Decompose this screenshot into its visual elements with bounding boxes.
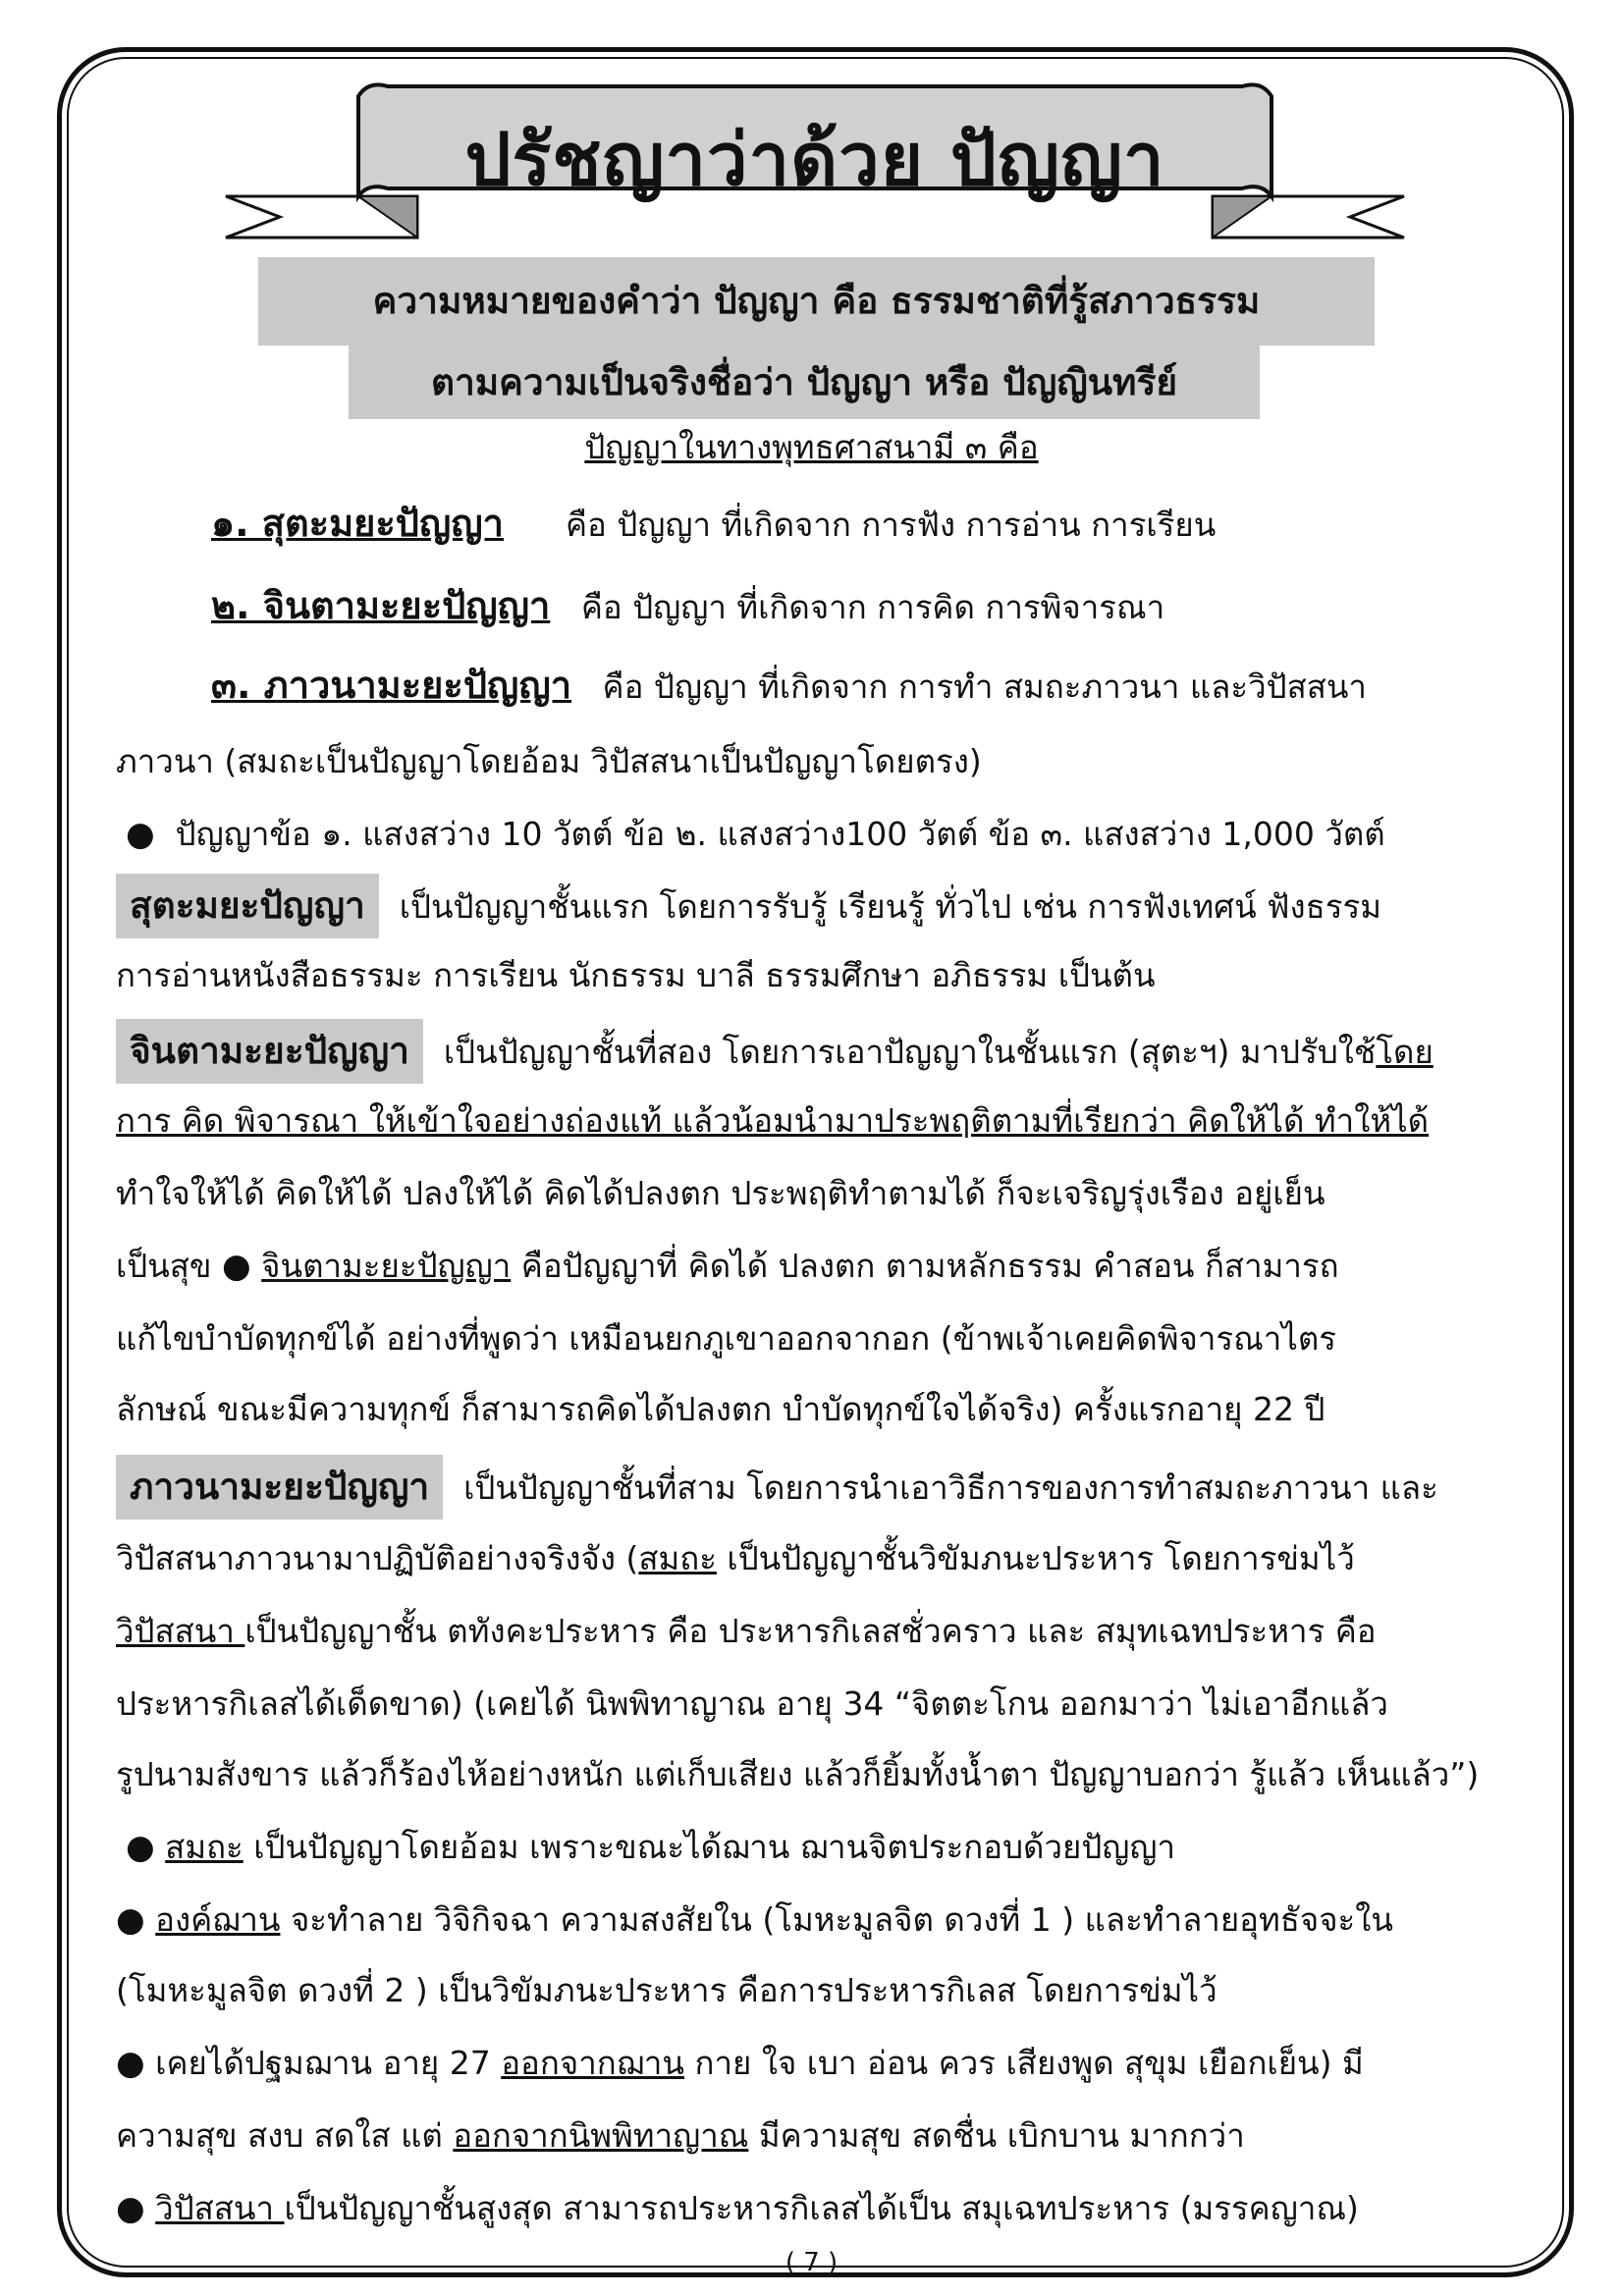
jinta-line-1 xyxy=(116,1019,1510,1084)
bhavana-text-1: เป็นปัญญาชั้นที่สาม โดยการนำเอาวิธีการของการทำสมถะภาวนา และ xyxy=(463,1468,1438,1507)
samatha-desc: เป็นปัญญาโดยอ้อม เพราะขณะได้ฌาน ฌานจิตประกอบด้วยปัญญา xyxy=(243,1828,1176,1866)
note-samatha xyxy=(126,1820,1520,1875)
page-title: ปรัชญาว่าด้วย ปัญญา xyxy=(464,118,1165,202)
type-1-label: ๑. สุตะมยะปัญญา xyxy=(211,502,505,545)
page-number: ( 7 ) xyxy=(784,2248,839,2277)
light-comparison xyxy=(126,807,1520,862)
bhavana-text-3a: วิปัสสนา xyxy=(116,1612,245,1650)
jinta-line-3: ทำใจให้ได้ คิดให้ได้ ปลงให้ได้ คิดได้ปลงตก ประพฤติทำตามได้ ก็จะเจริญรุ่งเรือง อยู่เย็น xyxy=(116,1174,1325,1212)
jinta-line-5: แก้ไขบำบัดทุกข์ได้ อย่างที่พูดว่า เหมือนยกภูเขาออกจากอก (ข้าพเจ้าเคยคิดพิจารณาไตร xyxy=(116,1319,1337,1358)
exp-text-c: กาย ใจ เบา อ่อน ควร เสียงพูด สุขุม เยือกเย็น) มี xyxy=(684,2044,1364,2082)
meaning-line-2: ตามความเป็นจริงชื่อว่า ปัญญา หรือ ปัญญินทรีย์ xyxy=(349,346,1260,419)
bhavana-line-1 xyxy=(116,1455,1510,1520)
jinta-text-4b: จินตามะยะปัญญา xyxy=(261,1247,512,1285)
note-experience-cont xyxy=(116,2109,1510,2163)
jinta-text-1: เป็นปัญญาชั้นที่สอง โดยการเอาปัญญาในชั้นแรก (สุตะฯ) มาปรับใช้ xyxy=(443,1033,1377,1071)
type-item-3 xyxy=(211,658,1605,715)
jhana-term: องค์ฌาน xyxy=(155,1900,281,1939)
type-2-desc: คือ ปัญญา ที่เกิดจาก การคิด การพิจารณา xyxy=(580,588,1165,626)
bullet-icon: ● xyxy=(126,1828,155,1867)
bhavana-line-3 xyxy=(116,1604,1510,1659)
jinta-line-6: ลักษณ์ ขณะมีความทุกข์ ก็สามารถคิดได้ปลงตก บำบัดทุกข์ใจได้จริง) ครั้งแรกอายุ 22 ปี xyxy=(116,1390,1325,1428)
jinta-line-4 xyxy=(116,1239,1510,1294)
title-banner xyxy=(211,69,1419,255)
suta-line-2: การอ่านหนังสือธรรมะ การเรียน นักธรรม บาลี ธรรมศึกษา อภิธรรม เป็นต้น xyxy=(116,956,1156,994)
bullet-icon: ● xyxy=(116,2189,145,2228)
light-comparison-text: ปัญญาข้อ ๑. แสงสว่าง 10 วัตต์ ข้อ ๒. แสงสว่าง100 วัตต์ ข้อ ๓. แสงสว่าง 1,000 วัตต์ xyxy=(175,815,1385,853)
jinta-text-1-underlined: โดย xyxy=(1376,1033,1434,1071)
bhavana-line-4: ประหารกิเลสได้เด็ดขาด) (เคยได้ นิพพิทาญาณ อายุ 34 “จิตตะโกน ออกมาว่า ไม่เอาอีกแล้ว xyxy=(116,1684,1388,1723)
type-1-desc: คือ ปัญญา ที่เกิดจาก การฟัง การอ่าน การเรียน xyxy=(565,506,1217,544)
jinta-text-4c: คือปัญญาที่ คิดได้ ปลงตก ตามหลักธรรม คำสอน ก็สามารถ xyxy=(520,1247,1339,1285)
bhavana-line-5: รูปนามสังขาร แล้วก็ร้องไห้อย่างหนัก แต่เก็บเสียง แล้วก็ยิ้มทั้งน้ำตา ปัญญาบอกว่า รู้แล้ว เห็นแล้ว”) xyxy=(116,1755,1480,1793)
type-2-label: ๒. จินตามะยะปัญญา xyxy=(211,584,551,627)
bullet-icon: ● xyxy=(126,815,155,854)
note-jhana-cont: (โมหะมูลจิต ดวงที่ 2 ) เป็นวิขัมภนะประหาร คือการประหารกิเลส โดยการข่มไว้ xyxy=(116,1971,1217,2009)
type-item-2 xyxy=(211,578,1605,635)
suta-text-1: เป็นปัญญาชั้นแรก โดยการรับรู้ เรียนรู้ ทั่วไป เช่น การฟังเทศน์ ฟังธรรม xyxy=(399,887,1381,926)
exp2-text-b: ออกจากนิพพิทาญาณ xyxy=(453,2116,749,2155)
jhana-desc: จะทำลาย วิจิกิจฉา ความสงสัยใน (โมหะมูลจิต ดวงที่ 1 ) และทำลายอุทธัจจะใน xyxy=(280,1900,1393,1939)
bhavana-line-2 xyxy=(116,1531,1510,1586)
note-experience xyxy=(116,2036,1510,2091)
jinta-text-4a: เป็นสุข xyxy=(116,1247,212,1285)
type-3-desc: คือ ปัญญา ที่เกิดจาก การทำ สมถะภาวนา และวิปัสสนา xyxy=(602,667,1367,706)
bhavana-text-3b: เป็นปัญญาชั้น ตทังคะประหาร คือ ประหารกิเลสชั่วคราว และ สมุทเฉทประหาร คือ xyxy=(244,1612,1377,1650)
jinta-tag: จินตามะยะปัญญา xyxy=(116,1019,423,1084)
vipassana-term: วิปัสสนา xyxy=(155,2189,285,2227)
suta-line-1 xyxy=(116,874,1510,938)
bullet-icon: ● xyxy=(116,2044,145,2083)
type-3-label: ๓. ภาวนามะยะปัญญา xyxy=(211,664,572,707)
bhavana-tag: ภาวนามะยะปัญญา xyxy=(116,1455,443,1520)
exp2-text-c: มีความสุข สดชื่น เบิกบาน มากกว่า xyxy=(748,2116,1245,2155)
exp-text-b: ออกจากฌาน xyxy=(501,2044,684,2082)
meaning-line-1: ความหมายของคำว่า ปัญญา คือ ธรรมชาติที่รู้สภาวธรรม xyxy=(258,257,1375,346)
note-vipassana xyxy=(116,2181,1510,2236)
exp-text-a: เคยได้ปฐมฌาน อายุ 27 xyxy=(155,2044,502,2082)
samatha-term: สมถะ xyxy=(165,1828,243,1866)
jinta-line-2: การ คิด พิจารณา ให้เข้าใจอย่างถ่องแท้ แล้วน้อมนำมาประพฤติตามที่เรียกว่า คิดให้ได้ ทำให้ได้ xyxy=(116,1101,1430,1140)
types-heading: ปัญญาในทางพุทธศาสนามี ๓ คือ xyxy=(584,428,1039,466)
vipassana-desc: เป็นปัญญาชั้นสูงสุด สามารถประหารกิเลสได้เป็น สมุเฉทประหาร (มรรคญาณ) xyxy=(284,2189,1359,2227)
bhavana-text-2c: เป็นปัญญาชั้นวิขัมภนะประหาร โดยการข่มไว้ xyxy=(716,1539,1355,1577)
exp2-text-a: ความสุข สงบ สดใส แต่ xyxy=(116,2116,454,2155)
note-jhana xyxy=(116,1893,1510,1948)
bhavana-text-2b: สมถะ xyxy=(638,1539,717,1577)
bullet-icon: ● xyxy=(222,1247,251,1286)
suta-tag: สุตะมยะปัญญา xyxy=(116,874,379,938)
bhavana-text-2a: วิปัสสนาภาวนามาปฏิบัติอย่างจริงจัง ( xyxy=(116,1539,639,1577)
type-3-continuation: ภาวนา (สมถะเป็นปัญญาโดยอ้อม วิปัสสนาเป็นปัญญาโดยตรง) xyxy=(116,742,982,780)
type-item-1 xyxy=(211,496,1605,553)
bullet-icon: ● xyxy=(116,1900,145,1940)
